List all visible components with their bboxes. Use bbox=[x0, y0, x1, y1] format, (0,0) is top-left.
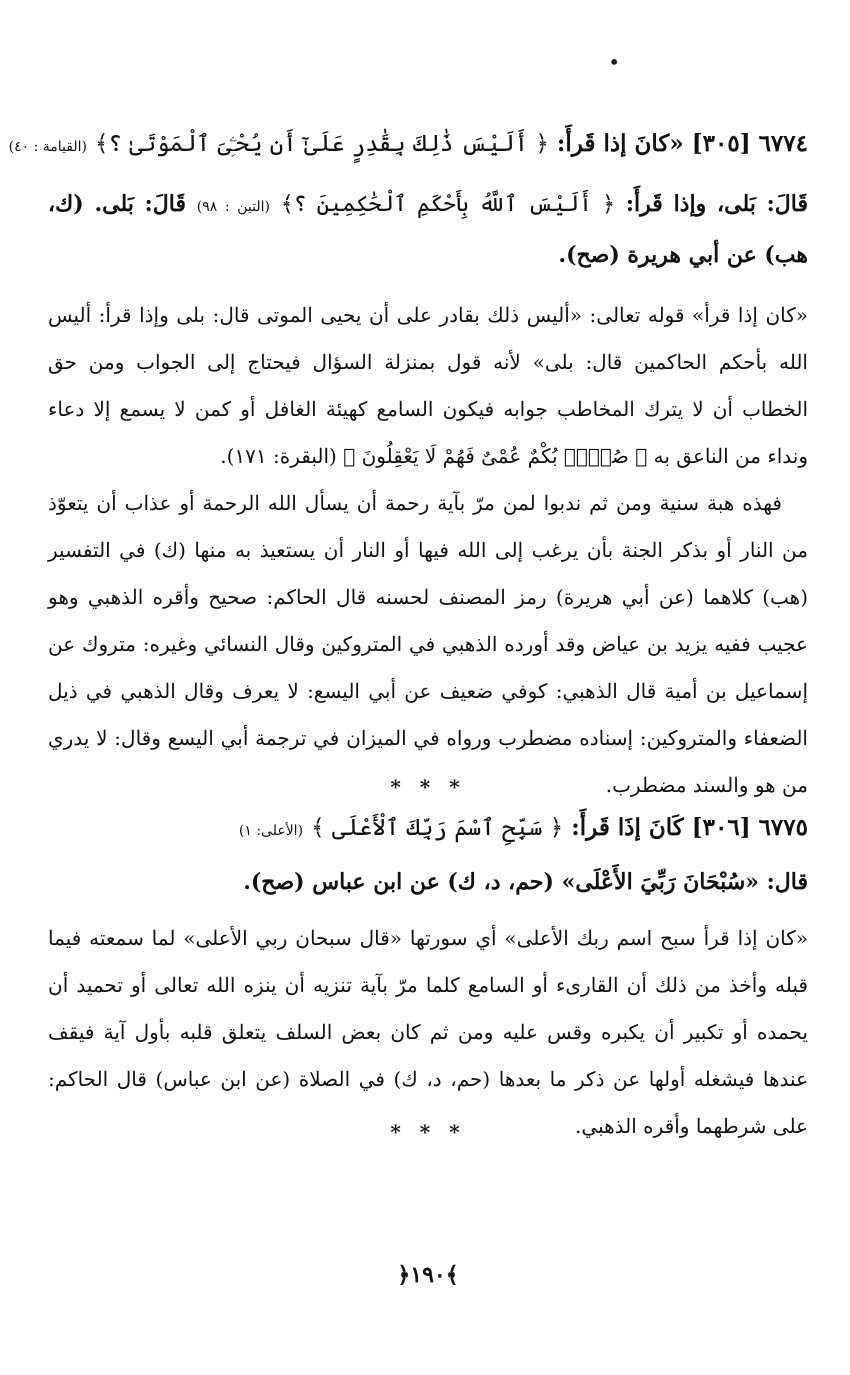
hadith-lead: كَانَ إذَا قَرأَ: bbox=[571, 814, 684, 841]
commentary-paragraph: فهذه هبة سنية ومن ثم ندبوا لمن مرّ بآية رحمة أن يسأل الله الرحمة أو عذاب أن يتعوّذ من النار أو بذكر الجنة بأن يرغب إلى الله فيها أو النار أن يستعيذ به منها (ك) في التفسير (هب) كلاهما (عن أبي هريرة) رمز المصنف لحسنه قال الحاكم: صحيح وأقره الذهبي وهو عجيب ففيه يزيد بن عياض وقد أورده الذهبي في المتروكين وقال النسائي وغيره: متروك عن إسماعيل بن أمية قال الذهبي: كوفي ضعيف عن أبي اليسع: لا يعرف وقال الذهبي في ذيل الضعفاء والمتروكين: إسناده مضطرب ورواه في الميزان في ترجمة أبي اليسع وقال: لا يدري من هو والسند مضطرب. bbox=[48, 491, 809, 797]
book-page bbox=[8, 0, 809, 1375]
commentary-paragraph: «كان إذا قرأ» قوله تعالى: «أليس ذلك بقادر على أن يحيى الموتى قال: بلى وإذا قرأ: أليس الله بأحكم الحاكمين قال: بلى» لأنه قول بمنزلة السؤال فيحتاج إلى الجواب ومن حق الخطاب أن لا يترك المخاطب جوابه فيكون السامع كهيئة الغافل أو كمن لا يسمع إلا دعاء ونداء من الناعق به ﴿ صُمٌّۢ بُكْمٌ عُمْىٌ فَهُمْ لَا يَعْقِلُونَ ﴾ (البقرة: ١٧١). bbox=[48, 303, 808, 468]
hadith-number: ٦٧٧٥ [٣٠٦] bbox=[691, 814, 808, 841]
quran-verse: ﴿ سَبِّحِ ٱسْمَ رَبِّكَ ٱلْأَعْلَى ﴾ bbox=[311, 815, 564, 841]
hadith-text-part1: قَالَ: بَلى، وإذا قَرأَ: bbox=[625, 191, 808, 217]
verse-reference: (الأعلى: ١) bbox=[238, 823, 304, 839]
quran-verse: ﴿ أَلَيْسَ ذَٰلِكَ بِقَٰدِرٍ عَلَىٰٓ أَن يُحْـِۧىَ ٱلْمَوْتَىٰ ؟﴾ bbox=[94, 131, 549, 157]
section-separator: * * * bbox=[390, 1120, 466, 1144]
section-separator: * * * bbox=[390, 775, 466, 799]
hadith-6775-text: قال: «سُبْحَانَ رَبِّيَ الأَعْلَى» (حم، د، ك) عن ابن عباس (صح). bbox=[243, 869, 808, 895]
hadith-6774-heading bbox=[8, 116, 808, 175]
hadith-number: ٦٧٧٤ [٣٠٥] bbox=[691, 130, 808, 157]
quran-verse: ﴿ أَلَيْسَ ٱللَّهُ بِأَحْكَمِ ٱلْحَٰكِمِينَ ؟﴾ bbox=[280, 192, 616, 217]
verse-reference: (القيامة : ٤٠) bbox=[8, 139, 87, 155]
hadith-6774-text bbox=[48, 180, 808, 279]
commentary-paragraph: «كان إذا قرأ سبح اسم ربك الأعلى» أي سورتها «قال سبحان ربي الأعلى» لما سمعته فيما قبله وأخذ من ذلك أن القارىء أو السامع كلما مرّ بآية تنزيه أن ينزه الله تعالى أو تحميد أن يحمده أو تكبير أن يكبره وقس عليه ومن ثم كان بعض السلف يتعلق قلبه بأول آية فيقف عندها فيشغله أولها عن ذكر ما بعدها (حم، د، ك) في الصلاة (عن ابن عباس) قال الحاكم: على شرطهما وأقره الذهبي. bbox=[48, 926, 808, 1138]
hadith-6775-heading bbox=[48, 800, 808, 859]
page-number: ﴿١٩٠﴾ bbox=[397, 1262, 459, 1288]
verse-reference: (التين : ٩٨) bbox=[196, 199, 270, 215]
hadith-lead: «كانَ إذا قَرأَ: bbox=[556, 130, 684, 157]
page-dot-mark: • bbox=[608, 50, 620, 74]
hadith-text-part2: قَالَ: بَلى. (ك، هب) عن أبي هريرة (صح). bbox=[48, 191, 808, 268]
hadith-6775-commentary bbox=[48, 915, 808, 1150]
hadith-6774-commentary bbox=[48, 292, 808, 809]
